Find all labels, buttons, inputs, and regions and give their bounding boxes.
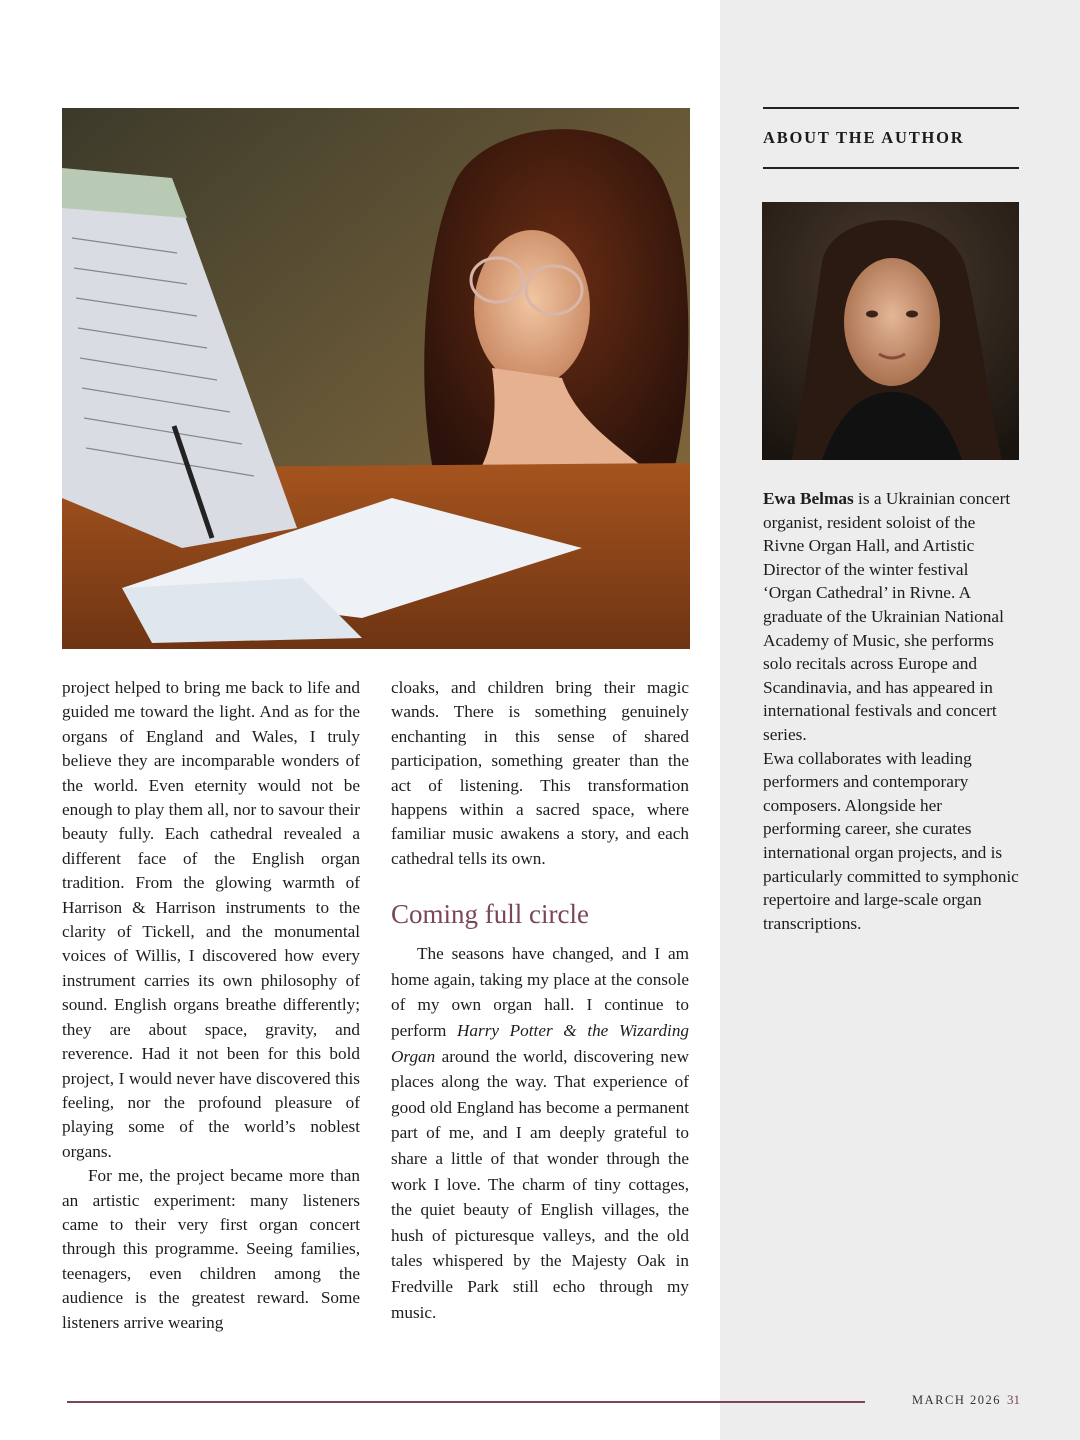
author-portrait	[762, 202, 1019, 460]
about-bottom-rule	[763, 167, 1019, 169]
work-title: Harry Potter & the Wizarding Organ	[391, 1021, 689, 1066]
author-bio	[763, 487, 1019, 935]
section-heading: Coming full circle	[391, 899, 589, 930]
bio-text: is a Ukrainian concert organist, resident soloist of the Rivne Organ Hall, and Artistic Director of the winter festival ‘Organ Cathedral’ in Rivne. A graduate of the Ukrainian National Academy of Music, she performs solo recitals across Europe and Scandinavia, and has appeared in international festivals and concert series.	[763, 489, 1011, 744]
article-paragraph: cloaks, and children bring their magic wands. There is something genuinely enchanting in this sense of shared participation, something greater than the act of listening. This transformation happens within a sacred space, where familiar music awakens a story, and each cathedral tells its own.	[391, 678, 689, 868]
footer-rule	[67, 1401, 865, 1403]
about-title: ABOUT THE AUTHOR	[763, 128, 965, 147]
article-column-right	[391, 676, 689, 1325]
issue-date: MARCH 2026	[912, 1393, 1001, 1407]
article-paragraph: For me, the project became more than an artistic experiment: many listeners came to their very first organ concert through this programme. Seeing families, teenagers, even children among the audience is the greatest reward. Some listeners arrive wearing	[62, 1166, 360, 1332]
main-photo	[62, 108, 690, 649]
about-top-rule	[763, 107, 1019, 109]
bio-paragraph	[763, 487, 1019, 747]
article-paragraph	[391, 941, 689, 1325]
author-name: Ewa Belmas	[763, 489, 854, 508]
paragraph-text: The seasons have changed, and I am home again, taking my place at the console of my own organ hall. I continue to perform	[391, 944, 689, 1041]
paragraph-text: around the world, discovering new places along the way. That experience of good old England has become a permanent part of me, and I am deeply grateful to share a little of that wonder through the work I love. The charm of tiny cottages, the quiet beauty of English villages, the hush of picturesque valleys, and the old tales whispered by the Majesty Oak in Fredville Park still echo through my music.	[391, 1046, 689, 1322]
footer	[880, 1392, 1020, 1408]
article-paragraph: project helped to bring me back to life and guided me toward the light. And as for the organs of England and Wales, I truly believe they are incomparable wonders of the world. Even eternity would not be enough to play them all, nor to savour their beauty fully. Each cathedral revealed a different face of the English organ tradition. From the glowing warmth of Harrison & Harrison instruments to the clarity of Tickell, and the monumental voices of Willis, I discovered how every instrument carries its own philosophy of sound. English organs breathe differently; they are about space, gravity, and reverence. Had it not been for this bold project, I would never have discovered this feeling, nor the profound pleasure of playing some of the world’s noblest organs.	[62, 678, 360, 1161]
bio-paragraph: Ewa collaborates with leading performers and contemporary composers. Alongside her performing career, she curates international organ projects, and is particularly committed to symphonic repertoire and large-scale organ transcriptions.	[763, 748, 1019, 933]
page-number: 31	[1007, 1392, 1020, 1407]
article-column-left	[62, 676, 360, 1335]
